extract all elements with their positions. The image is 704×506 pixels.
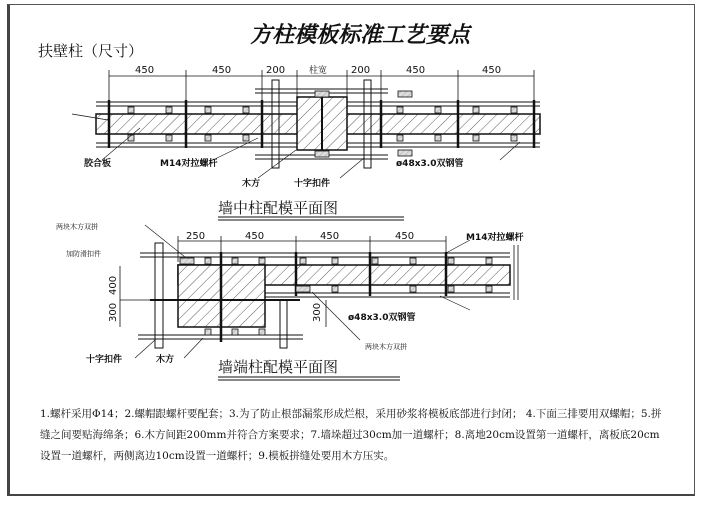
label-pipe: ø48x3.0双钢管: [348, 313, 416, 323]
label-double-timber: 两块木方双拼: [365, 343, 407, 351]
label-anti-slip-clamp: 加防滑扣件: [66, 250, 101, 258]
label-plywood: 胶合板: [84, 159, 112, 169]
label-bolt: M14对拉螺杆: [466, 233, 524, 243]
dim-label: 450: [482, 65, 502, 76]
label-timber: 木方: [156, 355, 175, 365]
dim-label: 300: [312, 302, 323, 322]
dim-label: 450: [395, 231, 415, 242]
dim-label: 300: [108, 302, 119, 322]
drawing2-title: 墙端柱配模平面图: [218, 358, 339, 376]
label-bolt: M14对拉螺杆: [160, 159, 218, 169]
wall-end-column-plan: [120, 225, 518, 358]
dim-label: 200: [266, 65, 286, 76]
dim-label: 200: [351, 65, 371, 76]
dim-label: 400: [108, 275, 119, 295]
label-double-timber: 两块木方双拼: [56, 223, 98, 231]
page-title: 方柱模板标准工艺要点: [250, 23, 471, 48]
wall-middle-column-plan: [72, 70, 540, 178]
label-clamp: 十字扣件: [294, 179, 331, 189]
dim-label: 450: [406, 65, 426, 76]
dim-label: 450: [320, 231, 340, 242]
drawing1-dimensions: [135, 64, 501, 76]
drawing1-title: 墙中柱配模平面图: [218, 199, 339, 217]
dim-label: 柱宽: [309, 66, 328, 76]
dim-label: 450: [245, 231, 265, 242]
subtitle: 扶壁柱（尺寸）: [38, 42, 144, 60]
label-timber: 木方: [242, 179, 261, 189]
label-pipe: ø48x3.0双钢管: [396, 159, 464, 169]
dim-label: 450: [135, 65, 155, 76]
process-notes: 1.螺杆采用Φ14；2.螺帽跟螺杆要配套；3.为了防止根部漏浆形成烂根，采用砂浆将模板底部进行封闭； 4.下面三排要用双螺帽；5.拼缝之间要贴海绵条；6.木方间距200mm并符合方案要求；7.墙垛超过30cm加一道螺杆；8.离地20cm设置第一道螺杆，离板底20cm设置一道螺杆，两侧离边10cm设置一道螺杆；9.模板拼缝处要用木方压实。: [40, 408, 662, 462]
label-clamp: 十字扣件: [86, 355, 123, 365]
dim-label: 450: [212, 65, 232, 76]
dim-label: 250: [186, 231, 206, 242]
